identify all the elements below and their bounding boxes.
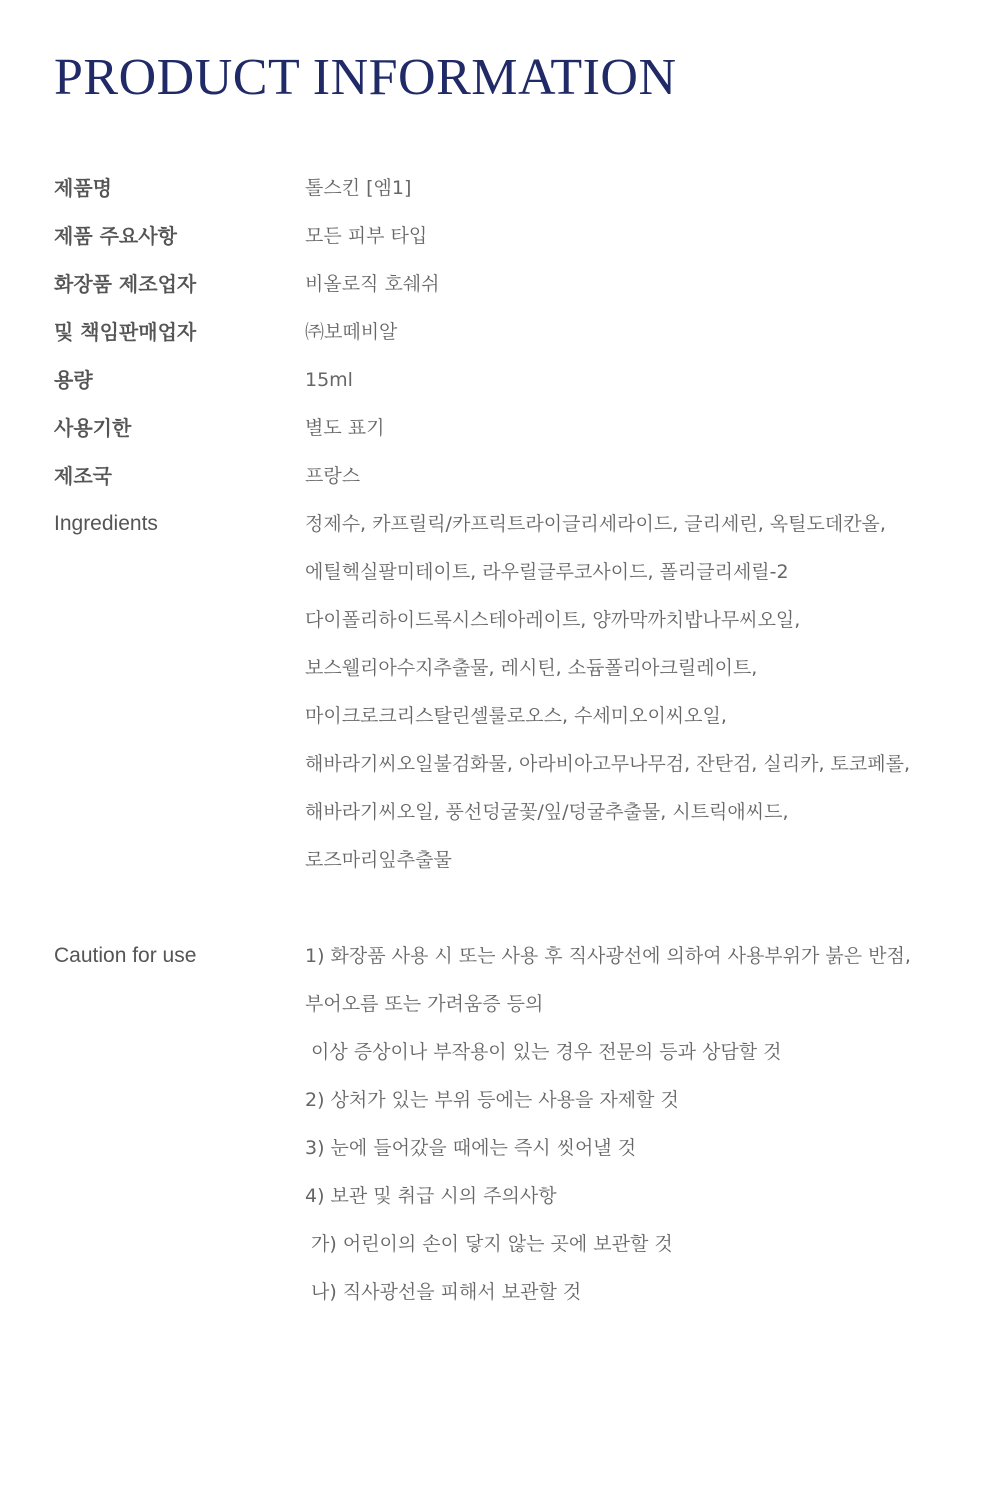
- info-row-ingredients: [54, 500, 954, 884]
- info-row-expiry: [54, 404, 954, 452]
- value-line: 15ml: [305, 369, 353, 391]
- value-line: ㈜보떼비알: [305, 321, 398, 343]
- info-row-product-name: [54, 164, 954, 212]
- value-line: 이상 증상이나 부작용이 있는 경우 전문의 등과 상담할 것: [305, 1041, 782, 1063]
- info-row-seller: [54, 308, 954, 356]
- value-line: 에틸헥실팔미테이트, 라우릴글루코사이드, 폴리글리세릴-2: [305, 561, 789, 583]
- value-line: 모든 피부 타입: [305, 225, 428, 247]
- value-line: 1) 화장품 사용 시 또는 사용 후 직사광선에 의하여 사용부위가 붉은 반점,: [305, 945, 911, 967]
- value-line: 가) 어린이의 손이 닿지 않는 곳에 보관할 것: [305, 1233, 673, 1255]
- value-line: 마이크로크리스탈린셀룰로오스, 수세미오이씨오일,: [305, 705, 727, 727]
- info-label: 제조국: [54, 464, 112, 488]
- value-line: 비올로직 호쉐쉬: [305, 273, 440, 295]
- value-line: 나) 직사광선을 피해서 보관할 것: [305, 1281, 582, 1303]
- value-line: 다이폴리하이드록시스테아레이트, 양까막까치밥나무씨오일,: [305, 609, 801, 631]
- info-value: [305, 212, 954, 260]
- product-info-table: [54, 164, 954, 1316]
- info-row-manufacturer: [54, 260, 954, 308]
- value-line: 별도 표기: [305, 417, 385, 439]
- value-line: 해바라기씨오일, 풍선덩굴꽃/잎/덩굴추출물, 시트릭애씨드,: [305, 801, 789, 823]
- value-line: 부어오름 또는 가려움증 등의: [305, 993, 544, 1015]
- info-row-caution: [54, 932, 954, 1316]
- info-label: 사용기한: [54, 416, 132, 440]
- info-value: [305, 308, 954, 356]
- info-value: [305, 356, 954, 404]
- info-label: 제품 주요사항: [54, 224, 177, 248]
- info-row-volume: [54, 356, 954, 404]
- value-line: 3) 눈에 들어갔을 때에는 즉시 씻어낼 것: [305, 1137, 637, 1159]
- info-value: [305, 452, 954, 500]
- info-value: [305, 164, 954, 212]
- info-row-country: [54, 452, 954, 500]
- info-value: [305, 932, 954, 1316]
- value-line: 정제수, 카프릴릭/카프릭트라이글리세라이드, 글리세린, 옥틸도데칸올,: [305, 513, 886, 535]
- info-label: 및 책임판매업자: [54, 320, 197, 344]
- value-line: 톨스킨 [엠1]: [305, 177, 412, 199]
- page-title: PRODUCT INFORMATION: [54, 49, 677, 106]
- info-label: Caution for use: [54, 944, 197, 967]
- value-line: 4) 보관 및 취급 시의 주의사항: [305, 1185, 557, 1207]
- value-line: 프랑스: [305, 465, 361, 487]
- info-label: 제품명: [54, 176, 112, 200]
- info-label: Ingredients: [54, 512, 158, 535]
- info-row-main-features: [54, 212, 954, 260]
- value-line: 로즈마리잎추출물: [305, 849, 452, 871]
- value-line: 해바라기씨오일불검화물, 아라비아고무나무검, 잔탄검, 실리카, 토코페롤,: [305, 753, 910, 775]
- info-label: 용량: [54, 368, 93, 392]
- info-value: [305, 500, 954, 884]
- info-value: [305, 404, 954, 452]
- info-value: [305, 260, 954, 308]
- value-line: 보스웰리아수지추출물, 레시틴, 소듐폴리아크릴레이트,: [305, 657, 758, 679]
- value-line: 2) 상처가 있는 부위 등에는 사용을 자제할 것: [305, 1089, 679, 1111]
- info-label: 화장품 제조업자: [54, 272, 197, 296]
